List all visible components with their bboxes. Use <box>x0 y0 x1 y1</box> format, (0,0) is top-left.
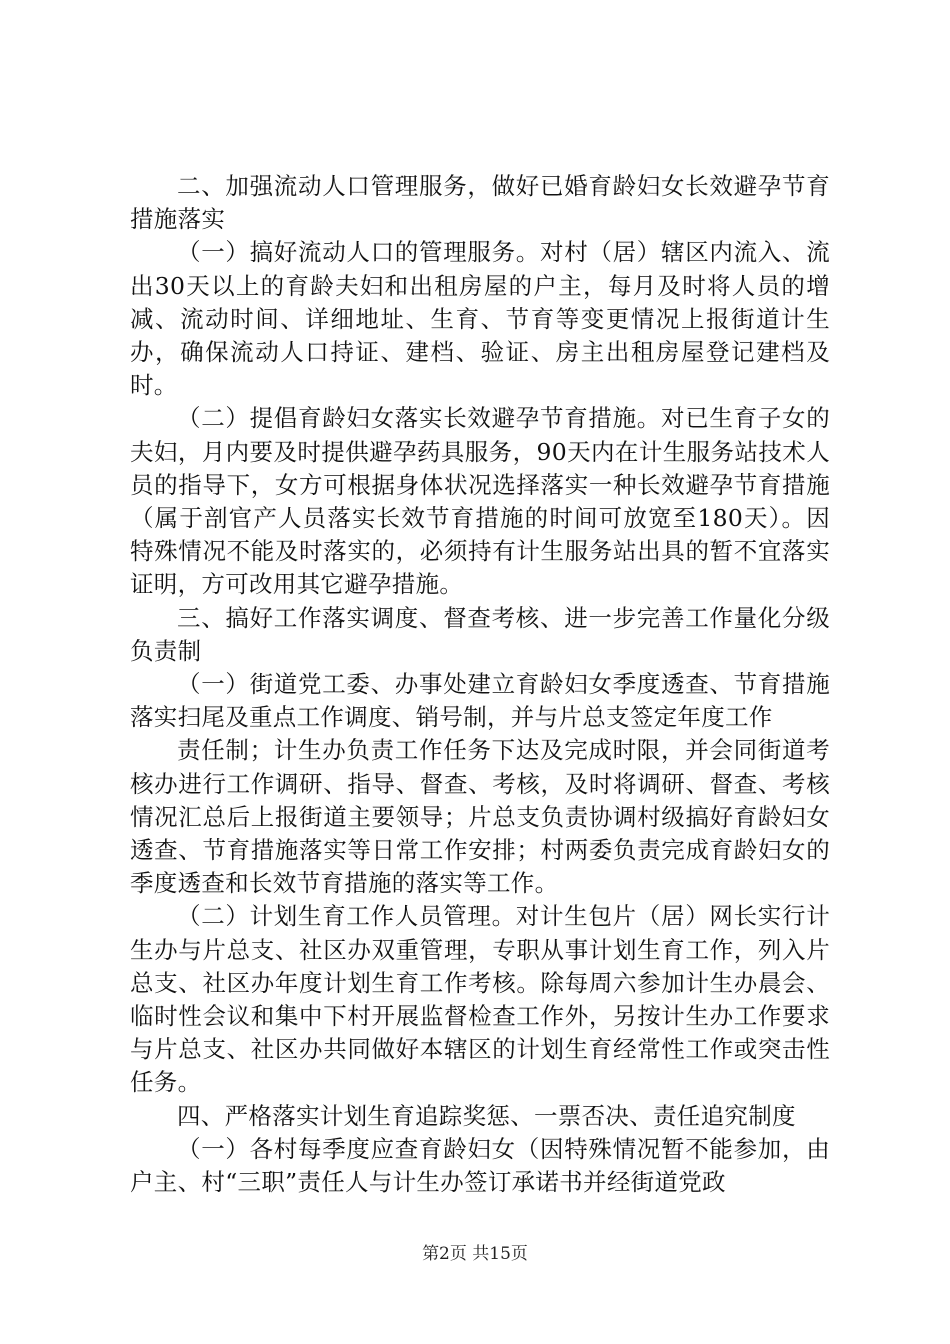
paragraph-quarterly-check: （一）各村每季度应查育龄妇女（因特殊情况暂不能参加，由户主、村“三职”责任人与计生办签订承诺书并经街道党政 <box>130 1134 830 1197</box>
section-heading-2: 二、加强流动人口管理服务，做好已婚育龄妇女长效避孕节育措施落实 <box>130 172 830 234</box>
paragraph-staff-management: （二）计划生育工作人员管理。对计生包片（居）网长实行计生办与片总支、社区办双重管理，专职从事计划生育工作，列入片总支、社区办年度计划生育工作考核。除每周六参加计生办晨会、临时性会议和集中下村开展监督检查工作外，另按计生办工作要求与片总支、社区办共同做好本辖区的计划生育经常性工作或突击性任务。 <box>130 902 830 1097</box>
section-heading-3: 三、搞好工作落实调度、督查考核、进一步完善工作量化分级负责制 <box>130 603 830 665</box>
paragraph-scheduling: （一）街道党工委、办事处建立育龄妇女季度透查、节育措施落实扫尾及重点工作调度、销号制，并与片总支签定年度工作 <box>130 670 830 732</box>
document-body <box>130 170 830 1199</box>
paragraph-contraception: （二）提倡育龄妇女落实长效避孕节育措施。对已生育子女的夫妇，月内要及时提供避孕药具服务，90天内在计生服务站技术人员的指导下，女方可根据身体状况选择落实一种长效避孕节育措施（属于剖官产人员落实长效节育措施的时间可放宽至180天）。因特殊情况不能及时落实的，必须持有计生服务站出具的暂不宜落实证明，方可改用其它避孕措施。 <box>130 404 830 599</box>
paragraph-floating-population: （一）搞好流动人口的管理服务。对村（居）辖区内流入、流出30天以上的育龄夫妇和出租房屋的户主，每月及时将人员的增减、流动时间、详细地址、生育、节育等变更情况上报街道计生办，确保流动人口持证、建档、验证、房主出租房屋登记建档及时。 <box>130 238 830 400</box>
page-number: 第2页 共15页 <box>422 1244 528 1264</box>
paragraph-responsibility: 责任制；计生办负责工作任务下达及完成时限，并会同街道考核办进行工作调研、指导、督查、考核，及时将调研、督查、考核情况汇总后上报街道主要领导；片总支负责协调村级搞好育龄妇女透查、节育措施落实等日常工作安排；村两委负责完成育龄妇女的季度透查和长效节育措施的落实等工作。 <box>130 736 830 898</box>
section-heading-4: 四、严格落实计划生育追踪奖惩、一票否决、责任追究制度 <box>177 1101 796 1130</box>
